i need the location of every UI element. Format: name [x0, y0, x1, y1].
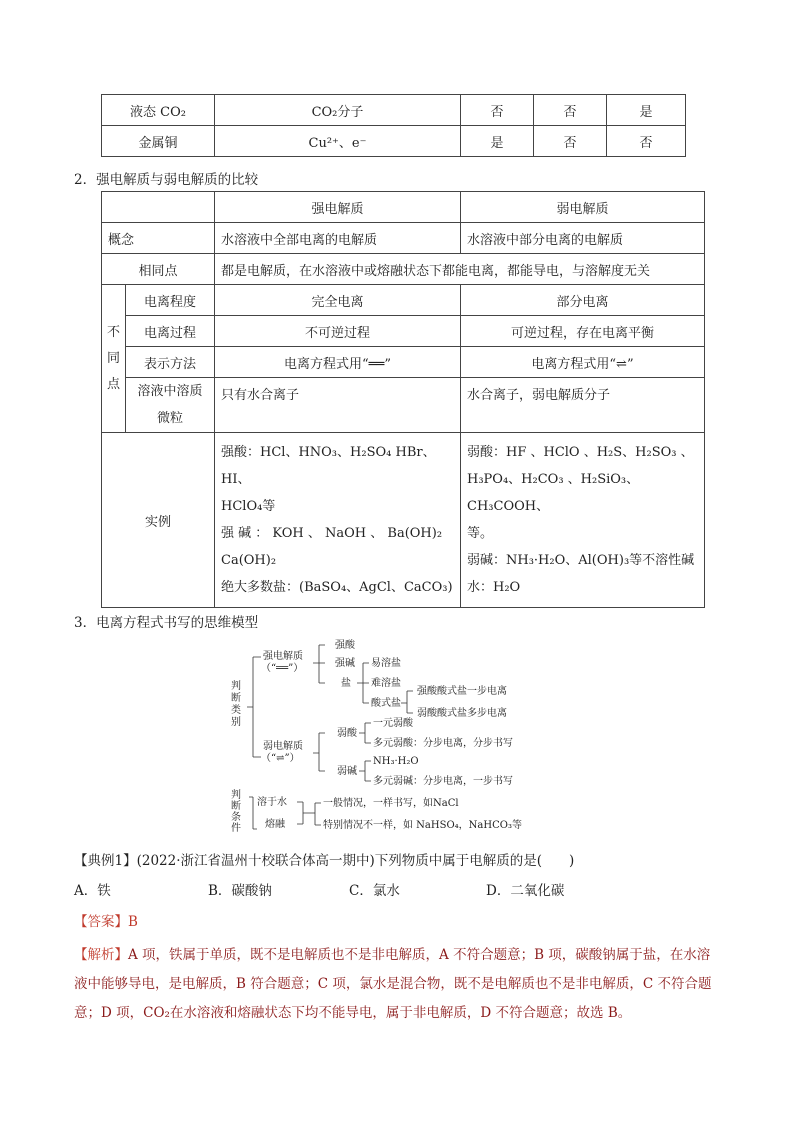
table-cell: Cu²⁺、e⁻: [215, 126, 461, 157]
analysis-text: A 项，铁属于单质，既不是电解质也不是非电解质，A 不符合题意；B 项，碳酸钠属于盐，在水溶液中能够导电，是电解质，B 符合题意；C 项，氯水是混合物，既不是电解质也不是非电解质，C 不符合题意；D 项，CO₂在水溶液和熔融状态下均不能导电，属于非电解质，D 不符合题意；故选 B。: [74, 947, 712, 1021]
diagram-label: 断: [231, 693, 241, 704]
example-line: Ca(OH)₂: [221, 553, 277, 568]
option-c: C．氯水: [349, 883, 400, 899]
example-line: 等。: [467, 526, 494, 541]
table-cell: 可逆过程，存在电离平衡: [461, 316, 705, 347]
diagram-node: 易溶盐: [371, 658, 401, 669]
table-row: [102, 95, 686, 126]
table-cell: [461, 433, 705, 608]
example-line: 弱碱：NH₃·H₂O、Al(OH)₃等不溶性碱: [467, 553, 695, 568]
analysis-paragraph: [74, 941, 714, 1028]
table-cell: 金属铜: [102, 126, 215, 157]
diagram-node: 强电解质: [263, 651, 303, 662]
table-row: [102, 347, 705, 378]
question-text: (2022·浙江省温州十校联合体高一期中)下列物质中属于电解质的是( ): [136, 853, 575, 869]
diagram-label: 判: [231, 790, 241, 801]
diagram-node: 强酸酸式盐一步电离: [417, 686, 507, 697]
diagram-node: NH₃·H₂O: [373, 756, 419, 767]
diagram-node: 一元弱酸: [373, 718, 413, 729]
diagram-label: 判: [231, 681, 241, 692]
diagram-node: 特别情况不一样，如 NaHSO₄，NaHCO₃等: [323, 820, 522, 831]
table-row: [102, 192, 705, 223]
diagram-node: 酸式盐: [371, 698, 401, 709]
column-header: 强电解质: [215, 192, 461, 223]
diagram-connector: [359, 761, 371, 781]
row-header: [126, 378, 215, 433]
row-header: 表示方法: [126, 347, 215, 378]
table-cell: 液态 CO₂: [102, 95, 215, 126]
example-line: 强酸：HCl、HNO₃、H₂SO₄ HBr、HI、: [221, 445, 436, 487]
answer-line: [74, 910, 138, 930]
table-cell: 都是电解质，在水溶液中或熔融状态下都能电离，都能导电，与溶解度无关: [215, 254, 705, 285]
row-header: 相同点: [102, 254, 215, 285]
table-cell: 电离方程式用“⇌”: [461, 347, 705, 378]
table-cell: 是: [461, 126, 534, 157]
table-cell: 部分电离: [461, 285, 705, 316]
diagram-node: 溶于水: [257, 797, 287, 808]
option-b: B．碳酸钠: [208, 883, 272, 899]
diagram-connector: [297, 802, 321, 825]
vertical-char: 点: [107, 376, 121, 392]
example-line: 强 碱 ： KOH 、 NaOH 、 Ba(OH)₂: [221, 526, 443, 541]
vertical-char: 不: [107, 324, 121, 340]
diagram-node: 多元弱酸：分步电离，分步书写: [373, 738, 513, 749]
table-cell: 否: [607, 126, 686, 157]
diagram-node: 盐: [341, 678, 351, 689]
diagram-connector: [249, 797, 257, 829]
row-header-line: 微粒: [157, 411, 184, 426]
example-bracket: 】: [123, 853, 137, 869]
comparison-table: [101, 191, 705, 608]
vertical-char: 同: [107, 350, 121, 366]
diagram-node: 弱电解质: [263, 741, 303, 752]
properties-table: [101, 94, 686, 157]
diagram-node: （“⇌”）: [261, 753, 300, 764]
diagram-node: 难溶盐: [371, 678, 401, 689]
row-header: 电离程度: [126, 285, 215, 316]
thinking-model-diagram: [225, 637, 545, 837]
option-a: A．铁: [74, 883, 111, 899]
example-line: 弱酸：HF 、HClO 、H₂S、H₂SO₃ 、: [467, 445, 694, 460]
diagram-label: 件: [231, 823, 241, 834]
table-cell: CO₂分子: [215, 95, 461, 126]
table-row: [102, 126, 686, 157]
table-row: [102, 378, 705, 433]
table-cell: 否: [461, 95, 534, 126]
example-question: [74, 849, 574, 869]
diagram-node: 多元弱碱：分步电离，一步书写: [373, 776, 513, 787]
diagram-connector: [357, 663, 369, 703]
table-cell: 电离方程式用“══”: [215, 347, 461, 378]
example-bracket: 【: [74, 853, 88, 869]
diagram-connector: [401, 691, 413, 713]
diagram-node: （“══”）: [261, 663, 304, 674]
section-heading: 2．强电解质与弱电解质的比较: [74, 172, 259, 188]
diagram-node: 强碱: [335, 658, 355, 669]
table-cell: 是: [607, 95, 686, 126]
diagram-connector: [247, 657, 261, 757]
diagram-label: 条: [231, 812, 241, 823]
table-cell: 不可逆过程: [215, 316, 461, 347]
diagram-connector: [313, 645, 325, 683]
table-cell: 否: [534, 126, 607, 157]
table-cell: [215, 433, 461, 608]
example-line: H₃PO₄、H₂CO₃ 、H₂SiO₃、CH₃COOH、: [467, 472, 640, 514]
example-line: HClO₄等: [221, 499, 276, 514]
diagram-label: 断: [231, 801, 241, 812]
row-header: 电离过程: [126, 316, 215, 347]
analysis-tag: 【解析】: [74, 947, 128, 963]
table-cell: [102, 192, 215, 223]
section-heading: 3．电离方程式书写的思维模型: [74, 615, 259, 631]
option-d: D．二氧化碳: [486, 883, 565, 899]
table-cell: 否: [534, 95, 607, 126]
table-cell: 只有水合离子: [215, 378, 461, 433]
diagram-node: 一般情况，一样书写，如NaCl: [323, 798, 459, 809]
table-cell: 水溶液中全部电离的电解质: [215, 223, 461, 254]
table-row: [102, 433, 705, 608]
example-line: 绝大多数盐：(BaSO₄、AgCl、CaCO₃): [221, 580, 453, 595]
table-cell: 水溶液中部分电离的电解质: [461, 223, 705, 254]
diagram-node: 强酸: [335, 640, 355, 651]
row-header-line: 溶液中溶质: [137, 384, 203, 399]
diagram-node: 熔融: [265, 819, 285, 830]
diagram-node: 弱酸: [337, 728, 357, 739]
column-header: 弱电解质: [461, 192, 705, 223]
row-header: 实例: [102, 433, 215, 608]
example-line: 水：H₂O: [467, 580, 521, 595]
table-row: [102, 223, 705, 254]
table-cell: 完全电离: [215, 285, 461, 316]
diagram-node: 弱酸酸式盐多步电离: [417, 708, 507, 719]
answer-value: B: [128, 914, 138, 930]
diagram-connector: [313, 733, 325, 771]
diagram-label: 类: [231, 705, 241, 716]
diagram-label: 别: [231, 717, 241, 728]
row-header: 概念: [102, 223, 215, 254]
table-row: [102, 285, 705, 316]
answer-tag: 【答案】: [74, 914, 128, 930]
table-row: [102, 254, 705, 285]
row-group-header: [102, 285, 126, 433]
table-row: [102, 316, 705, 347]
diagram-node: 弱碱: [337, 766, 357, 777]
example-label: 典例1: [87, 853, 124, 869]
table-cell: 水合离子，弱电解质分子: [461, 378, 705, 433]
diagram-connector: [359, 723, 371, 743]
